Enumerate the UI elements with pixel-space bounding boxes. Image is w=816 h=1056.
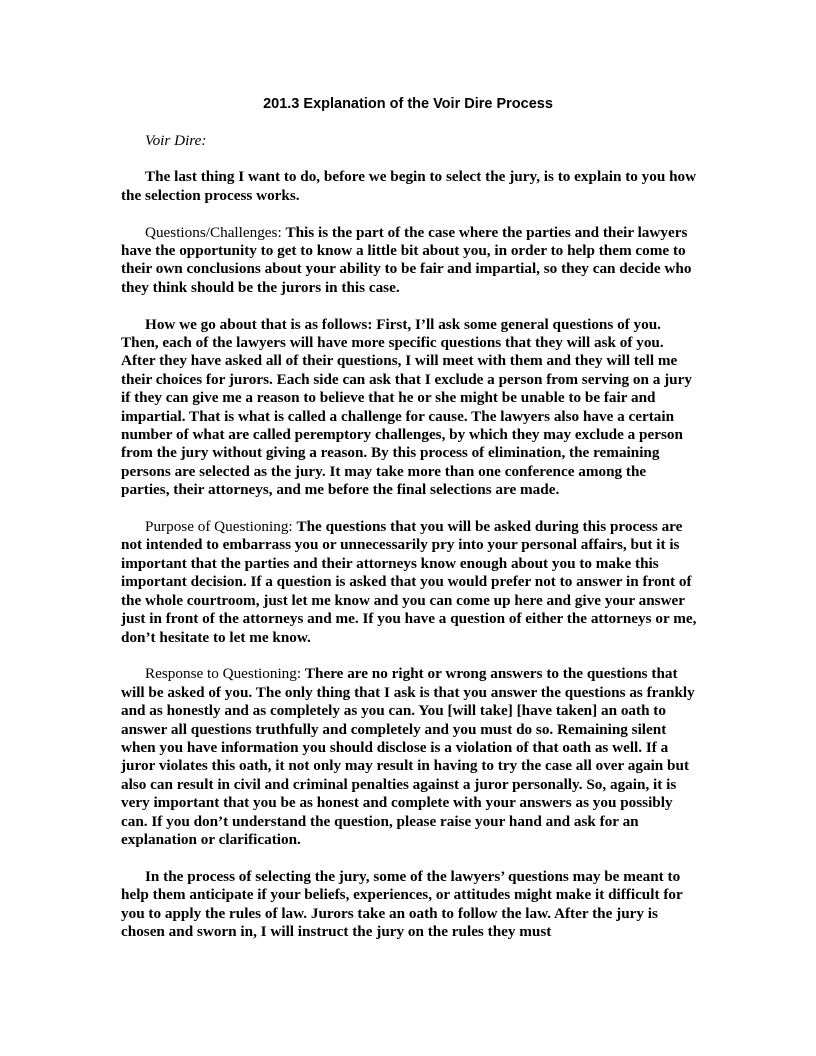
section-heading: Voir Dire: [145,132,207,149]
paragraph-label: Response to Questioning: [145,665,305,683]
paragraph-intro [121,168,697,205]
paragraph-questions-challenges [121,224,697,298]
page-title: 201.3 Explanation of the Voir Dire Process [263,96,553,112]
paragraph-text: The last thing I want to do, before we begin to select the jury, is to explain to you how the selection process works. [121,168,697,204]
paragraph-label: Purpose of Questioning: [145,518,297,536]
document-body [121,132,697,960]
paragraph-text: In the process of selecting the jury, some of the lawyers’ questions may be meant to help them anticipate if your beliefs, experiences, or attitudes might make it difficult for you to apply the rules of law. Jurors take an oath to follow the law. After the jury is chosen and sworn in, I will instruct the jury on the rules they must [121,867,683,940]
paragraph-text: There are no right or wrong answers to the questions that will be asked of you. The only thing that I ask is that you answer the questions as frankly and as honestly and as completely as you can. You [will take] [have taken] an oath to answer all questions truthfully and completely and you must do so. Remaining silent when you have information you should disclose is a violation of that oath as well. If a juror violates this oath, it not only may result in having to try the case all over again but also can result in civil and criminal penalties against a juror personally. So, again, it is very important that you be as honest and complete with your answers as you possibly can. If you don’t understand the question, please raise your hand and ask for an explanation or clarification. [121,665,695,848]
paragraph-response-to-questioning [121,665,697,849]
paragraph-text: The questions that you will be asked during this process are not intended to embarrass you or unnecessarily pry into your personal affairs, but it is important that the parties and their attorneys know enough about you to make this important decision. If a question is asked that you would prefer not to answer in front of the whole courtroom, just let me know and you can come up here and give your answer just in front of the attorneys and me. If you have a question of either the attorneys or me, don’t hesitate to let me know. [121,518,697,646]
paragraph-process [121,316,697,500]
paragraph-text: This is the part of the case where the parties and their lawyers have the opportunity to get to know a little bit about you, in order to help them come to their own conclusions about your ability to be fair and impartial, so they can decide who they think should be the jurors in this case. [121,223,692,296]
paragraph-text: How we go about that is as follows: First, I’ll ask some general questions of you. Then, each of the lawyers will have more specific questions that they will ask of you. After they have asked all of their questions, I will meet with them and they will tell me their choices for jurors. Each side can ask that I exclude a person from serving on a jury if they can give me a reason to believe that he or she might be unable to be fair and impartial. That is what is called a challenge for cause. The lawyers also have a certain number of what are called peremptory challenges, by which they may exclude a person from the jury without giving a reason. By this process of elimination, the remaining persons are selected as the jury. It may take more than one conference among the parties, their attorneys, and me before the final selections are made. [121,315,692,499]
paragraph-purpose-of-questioning [121,518,697,647]
paragraph-label: Questions/Challenges: [145,223,286,241]
paragraph-selection-process [121,868,697,942]
